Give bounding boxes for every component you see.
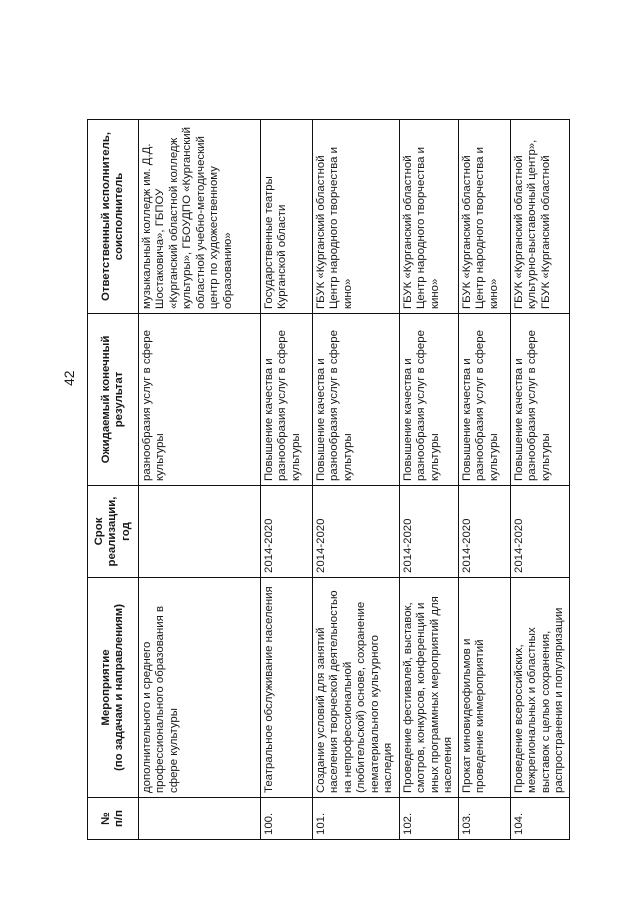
cell-event: дополнительного и среднего профессионального образования в сфере культуры: [139, 578, 261, 798]
cell-result: Повышение качества и разнообразия услуг в сфере культуры: [313, 314, 400, 486]
page-number: 42: [61, 370, 77, 386]
header-executor: Ответственный исполнитель, соисполнитель: [88, 120, 139, 314]
cell-term: [139, 486, 261, 578]
cell-term: 2014-2020: [510, 486, 569, 578]
document-table-rotated: [87, 120, 566, 840]
cell-result: разнообразия услуг в сфере культуры: [139, 314, 261, 486]
header-event: Мероприятие (по задачам и направлениям): [88, 578, 139, 798]
cell-num: 103.: [458, 798, 510, 840]
cell-result: Повышение качества и разнообразия услуг в сфере культуры: [510, 314, 569, 486]
cell-term: 2014-2020: [458, 486, 510, 578]
header-result: Ожидаемый конечный результат: [88, 314, 139, 486]
cell-term: 2014-2020: [400, 486, 459, 578]
cell-term: 2014-2020: [313, 486, 400, 578]
cell-event: Театральное обслуживание населения: [261, 578, 313, 798]
cell-executor: ГБУК «Курганский областной культурно-выставочный центр», ГБУК «Курганский областной: [510, 120, 569, 314]
cell-event: Создание условий для занятий населения творческой деятельностью на непрофессиональной (любительской) основе, сохранение нематериального культурного наследия: [313, 578, 400, 798]
cell-event: Проведение фестивалей, выставок, смотров, конкурсов, конференций и иных программных мероприятий для населения: [400, 578, 459, 798]
cell-num: 100.: [261, 798, 313, 840]
cell-num: [139, 798, 261, 840]
cell-event: Прокат киновидеофильмов и проведение кинмероприятий: [458, 578, 510, 798]
header-term: Срок реализации, год: [88, 486, 139, 578]
table-row: [458, 120, 510, 840]
table-row-continuation: [139, 120, 261, 840]
cell-executor: музыкальный колледж им. Д.Д. Шостаковича», ГБПОУ «Курганский областной колледж культуры», ГБОУДПО «Курганский областной учебно-методический центр по художественному образованию»: [139, 120, 261, 314]
table-row: [510, 120, 569, 840]
table-row: [400, 120, 459, 840]
table-row: [261, 120, 313, 840]
cell-num: 101.: [313, 798, 400, 840]
header-num: № п/п: [88, 798, 139, 840]
cell-num: 104.: [510, 798, 569, 840]
program-events-table: [87, 119, 570, 840]
cell-result: Повышение качества и разнообразия услуг в сфере культуры: [261, 314, 313, 486]
cell-term: 2014-2020: [261, 486, 313, 578]
cell-result: Повышение качества и разнообразия услуг в сфере культуры: [458, 314, 510, 486]
cell-executor: ГБУК «Курганский областной Центр народного творчества и кино»: [313, 120, 400, 314]
cell-result: Повышение качества и разнообразия услуг в сфере культуры: [400, 314, 459, 486]
cell-event: Проведение всероссийских, межрегиональных и областных выставок с целью сохранения, распространения и популяризации: [510, 578, 569, 798]
table-header-row: [88, 120, 139, 840]
cell-executor: ГБУК «Курганский областной Центр народного творчества и кино»: [458, 120, 510, 314]
cell-executor: ГБУК «Курганский областной Центр народного творчества и кино»: [400, 120, 459, 314]
cell-executor: Государственные театры Курганской области: [261, 120, 313, 314]
cell-num: 102.: [400, 798, 459, 840]
table-row: [313, 120, 400, 840]
